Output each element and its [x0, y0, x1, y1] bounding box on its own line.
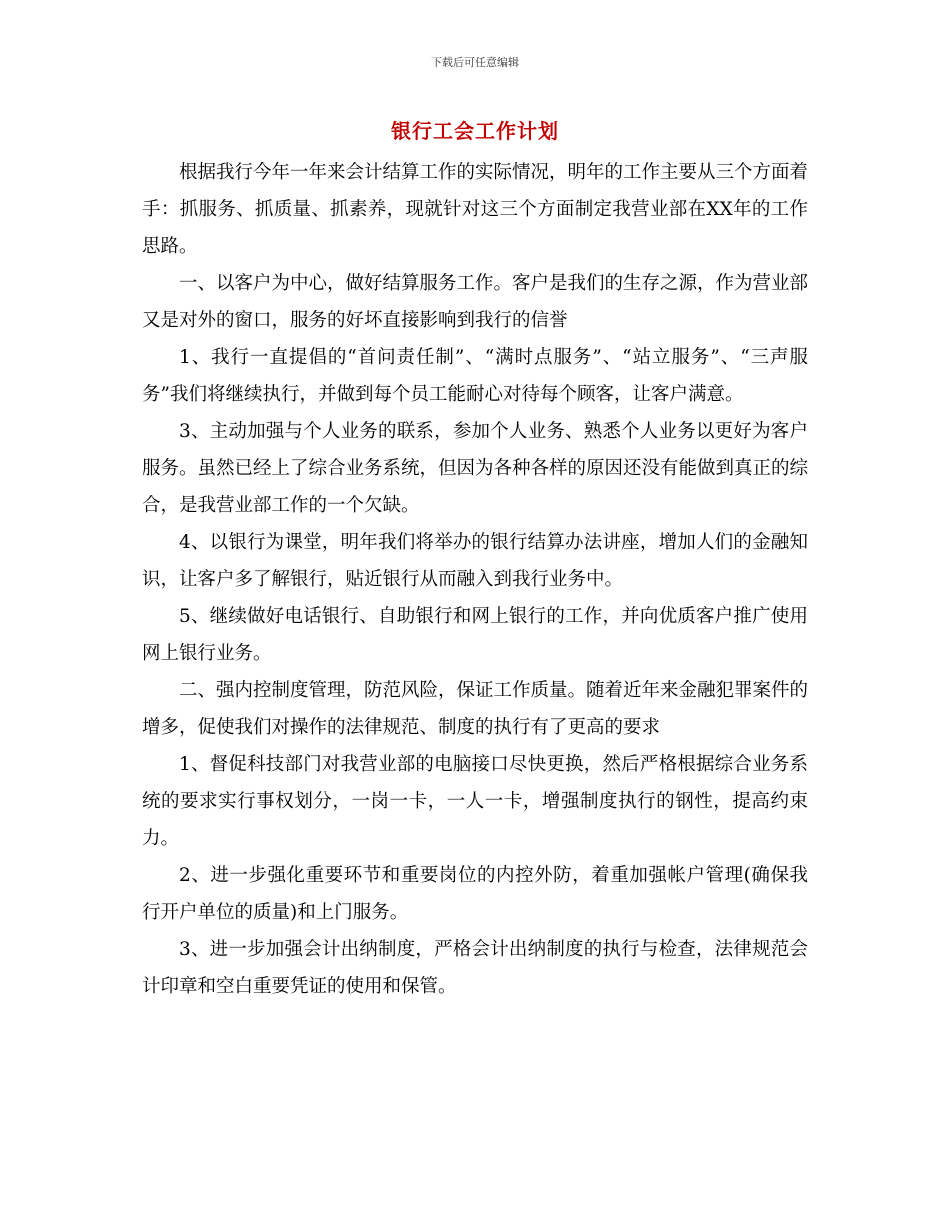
paragraph-section-2-item-3: 3、进一步加强会计出纳制度，严格会计出纳制度的执行与检查，法律规范会计印章和空白重要凭证的使用和保管。 — [142, 939, 808, 997]
header-note: 下载后可任意编辑 — [431, 56, 519, 69]
paragraph-section-2-heading: 二、强内控制度管理，防范风险，保证工作质量。随着近年来金融犯罪案件的增多，促使我们对操作的法律规范、制度的执行有了更高的要求 — [142, 680, 809, 738]
document-body — [142, 154, 808, 1005]
paragraph-section-2-item-2: 2、进一步强化重要环节和重要岗位的内控外防，着重加强帐户管理(确保我行开户单位的质量)和上门服务。 — [142, 865, 808, 923]
paragraph-section-1-item-5: 5、继续做好电话银行、自助银行和网上银行的工作，并向优质客户推广使用网上银行业务。 — [142, 606, 808, 664]
paragraph-intro: 根据我行今年一年来会计结算工作的实际情况，明年的工作主要从三个方面着手：抓服务、抓质量、抓素养，现就针对这三个方面制定我营业部在XX年的工作思路。 — [142, 162, 809, 257]
document-title: 银行工会工作计划 — [391, 119, 559, 143]
paragraph-section-2-item-1: 1、督促科技部门对我营业部的电脑接口尽快更换，然后严格根据综合业务系统的要求实行事权划分，一岗一卡，一人一卡，增强制度执行的钢性，提高约束力。 — [142, 754, 808, 849]
paragraph-section-1-item-4: 4、以银行为课堂，明年我们将举办的银行结算办法讲座，增加人们的金融知识，让客户多了解银行，贴近银行从而融入到我行业务中。 — [142, 532, 808, 590]
paragraph-section-1-item-1: 1、我行一直提倡的“首问责任制”、“满时点服务”、“站立服务”、“三声服务”我们将继续执行，并做到每个员工能耐心对待每个顾客，让客户满意。 — [142, 347, 808, 405]
paragraph-section-1-item-3: 3、主动加强与个人业务的联系，参加个人业务、熟悉个人业务以更好为客户服务。虽然已经上了综合业务系统，但因为各种各样的原因还没有能做到真正的综合，是我营业部工作的一个欠缺。 — [142, 421, 809, 516]
paragraph-section-1-heading: 一、以客户为中心，做好结算服务工作。客户是我们的生存之源，作为营业部又是对外的窗口，服务的好坏直接影响到我行的信誉 — [142, 273, 809, 331]
